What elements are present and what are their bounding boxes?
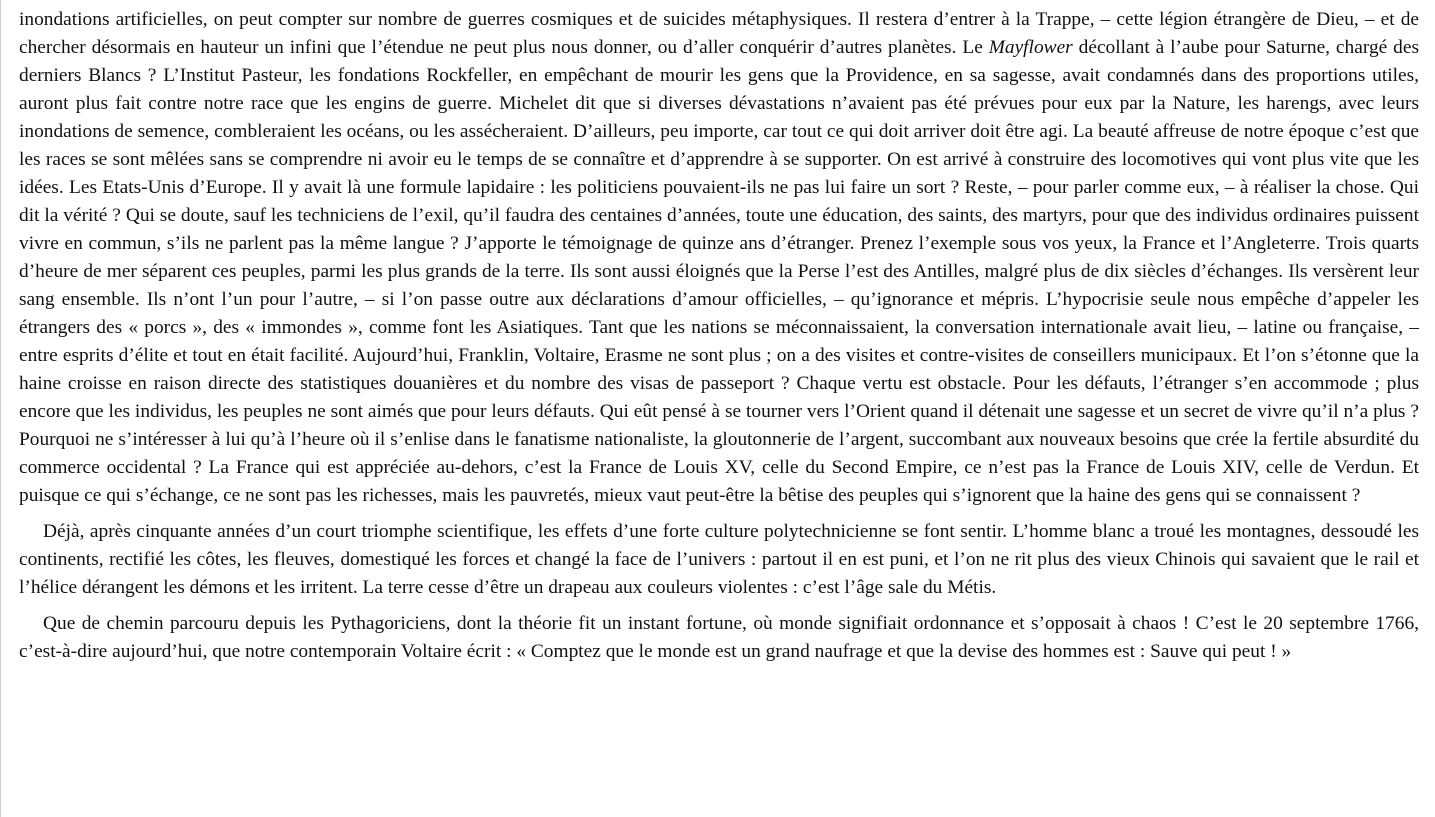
document-body: [19, 6, 1419, 666]
paragraph-1-text-2: décollant à l’aube pour Saturne, chargé des derniers Blancs ? L’Institut Pasteur, les fondations Rockfeller, en empêchant de mourir les gens que la Providence, en sa sagesse, avait condamnés dans des proportions utiles, auront plus fait contre notre race que les engins de guerre. Michelet dit que si diverses dévastations n’avaient pas été prévues pour eux par la Nature, les harengs, avec leurs inondations de semence, combleraient les océans, ou les assécheraient. D’ailleurs, peu importe, car tout ce qui doit arriver doit être agi. La beauté affreuse de notre époque c’est que les races se sont mêlées sans se comprendre ni avoir eu le temps de se connaître et d’apprendre à se supporter. On est arrivé à construire des locomotives qui vont plus vite que les idées. Les Etats-Unis d’Europe. Il y avait là une formule lapidaire : les politiciens pouvaient-ils ne pas lui faire un sort ? Reste, – pour parler comme eux, – à réaliser la chose. Qui dit la vérité ? Qui se doute, sauf les techniciens de l’exil, qu’il faudra des centaines d’années, toute une éducation, des saints, des martyrs, pour que des individus ordinaires puissent vivre en commun, s’ils ne parlent pas la même langue ? J’apporte le témoignage de quinze ans d’étranger. Prenez l’exemple sous vos yeux, la France et l’Angleterre. Trois quarts d’heure de mer séparent ces peuples, parmi les plus grands de la terre. Ils sont aussi éloignés que la Perse l’est des Antilles, malgré plus de dix siècles d’échanges. Ils versèrent leur sang ensemble. Ils n’ont l’un pour l’autre, – si l’on passe outre aux déclarations d’amour officielles, – qu’ignorance et mépris. L’hypocrisie seule nous empêche d’appeler les étrangers des « porcs », des « immondes », comme font les Asiatiques. Tant que les nations se méconnaissaient, la conversation internationale avait lieu, – latine ou française, – entre esprits d’élite et tout en était facilité. Aujourd’hui, Franklin, Voltaire, Erasme ne sont plus ; on a des visites et contre-visites de conseillers municipaux. Et l’on s’étonne que la haine croisse en raison directe des statistiques douanières et du nombre des visas de passeport ? Chaque vertu est obstacle. Pour les défauts, l’étranger s’en accommode ; plus encore que les individus, les peuples ne sont aimés que pour leurs défauts. Qui eût pensé à se tourner vers l’Orient quand il détenait une sagesse et un secret de vivre qu’il n’a plus ? Pourquoi ne s’intéresser à lui qu’à l’heure où il s’enlise dans le fanatisme nationaliste, la gloutonnerie de l’argent, succombant aux nouveaux besoins que crée la fertile absurdité du commerce occidental ? La France qui est appréciée au-dehors, c’est la France de Louis XV, celle du Second Empire, ce n’est pas la France de Louis XIV, celle de Verdun. Et puisque ce qui s’échange, ce ne sont pas les richesses, mais les pauvretés, mieux vaut peut-être la bêtise des peuples qui s’ignorent que la haine des gens qui se connaissent ?: [19, 37, 1419, 506]
paragraph-2-text: Déjà, après cinquante années d’un court triomphe scientifique, les effets d’une forte culture polytechnicienne se font sentir. L’homme blanc a troué les montagnes, dessoudé les continents, rectifié les côtes, les fleuves, domestiqué les forces et changé la face de l’univers : partout il en est puni, et l’on ne rit plus des vieux Chinois qui savaient que le rail et l’hélice dérangent les démons et les irritent. La terre cesse d’être un drapeau aux couleurs violentes : c’est l’âge sale du Métis.: [19, 521, 1419, 598]
paragraph-1: [19, 6, 1419, 510]
paragraph-1-italic-title: Mayflower: [988, 37, 1073, 58]
paragraph-3-text: Que de chemin parcouru depuis les Pythagoriciens, dont la théorie fit un instant fortune, où monde signifiait ordonnance et s’opposait à chaos ! C’est le 20 septembre 1766, c’est-à-dire aujourd’hui, que notre contemporain Voltaire écrit : « Comptez que le monde est un grand naufrage et que la devise des hommes est : Sauve qui peut ! »: [19, 613, 1419, 662]
paragraph-2: [19, 518, 1419, 602]
paragraph-3: [19, 610, 1419, 666]
paragraph-1-text-1: inondations artificielles, on peut compter sur nombre de guerres cosmiques et de suicides métaphysiques. Il restera d’entrer à la Trappe, – cette légion étrangère de Dieu, – et de chercher désormais en hauteur un infini que l’étendue ne peut plus nous donner, ou d’aller conquérir d’autres planètes. Le: [19, 9, 1419, 58]
